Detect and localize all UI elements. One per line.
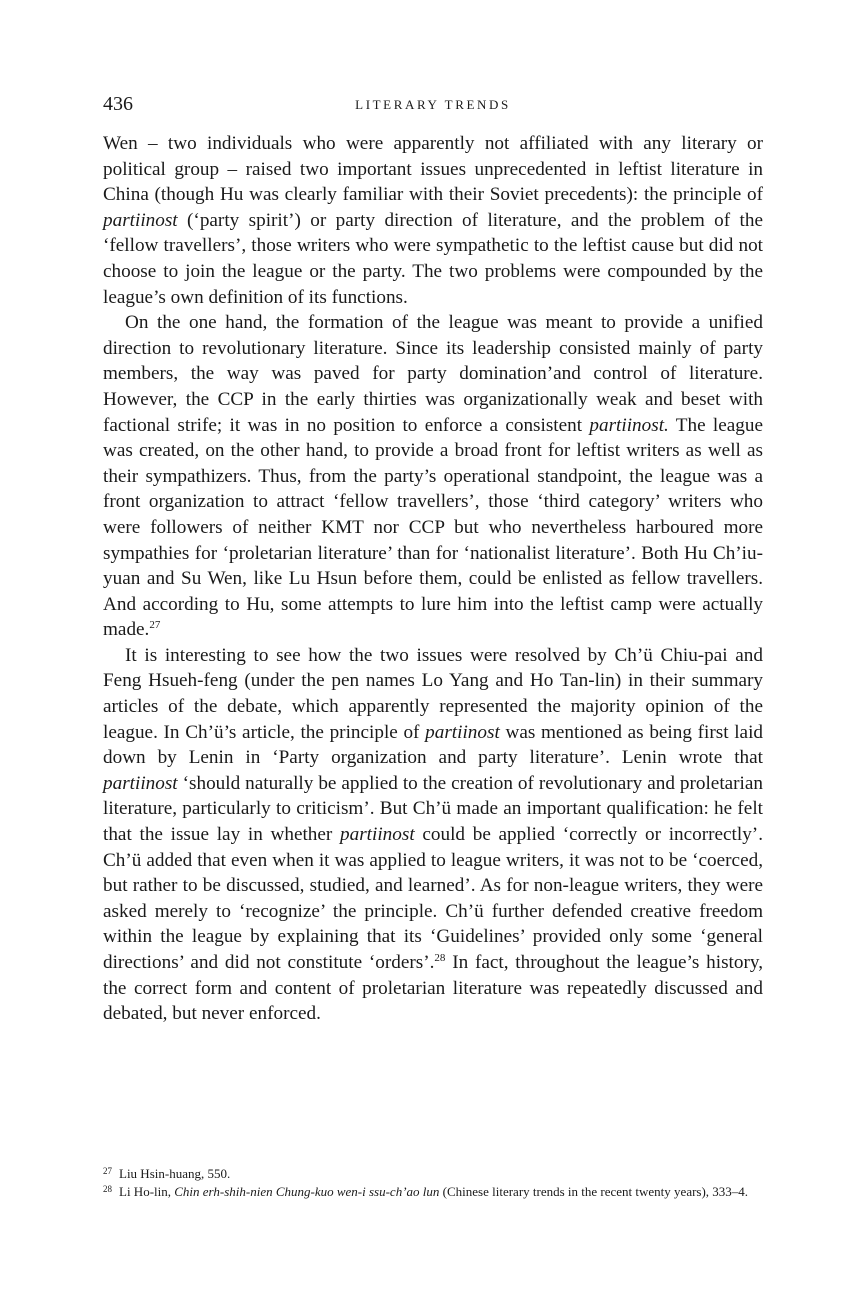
paragraph: On the one hand, the formation of the league was meant to provide a unified direction to revolutionary literature. Since its leadership consisted mainly of party members, the way was paved for party domination’and control of literature. However, the CCP in the early thirties was organizationally weak and beset with factional strife; it was in no position to enforce a consistent partiinost. The league was created, on the other hand, to provide a broad front for leftist writers as well as their sympathizers. Thus, from the party’s operational standpoint, the league was a front organization to attract ‘fellow travellers’, those ‘third category’ writers who were followers of neither KMT nor CCP but who nevertheless harboured more sympathies for ‘proletarian literature’ than for ‘nationalist literature’. Both Hu Ch’iu-yuan and Su Wen, like Lu Hsun before them, could be enlisted as fellow travellers. And according to Hu, some attempts to lure him into the leftist camp were actually made.$^{27}$ <box>103 312 763 641</box>
italic-term: partiinost. <box>589 414 669 436</box>
footnote <box>103 1183 763 1201</box>
italic-title: Chin erh-shih-nien Chung-kuo wen-i ssu-ch’ao lun <box>174 1184 440 1199</box>
italic-term: partiinost <box>425 721 500 743</box>
footnotes <box>103 1165 763 1201</box>
page-number: 436 <box>103 93 133 115</box>
paragraph: It is interesting to see how the two issues were resolved by Ch’ü Chiu-pai and Feng Hsueh-feng (under the pen names Lo Yang and Ho Tan-lin) in their summary articles of the debate, which apparently represented the majority opinion of the league. In Ch’ü’s article, the principle of partiinost was mentioned as being first laid down by Lenin in ‘Party organization and party literature’. Lenin wrote that partiinost ‘should naturally be applied to the creation of revolutionary and proletarian literature, particularly to criticism’. But Ch’ü made an important qualification: he felt that the issue lay in whether partiinost could be applied ‘correctly or incorrectly’. Ch’ü added that even when it was applied to league writers, it was not to be ‘coerced, but rather to be discussed, studied, and learned’. As for non-league writers, they were asked merely to ‘recognize’ the principle. Ch’ü further defended creative freedom within the league by explaining that its ‘Guidelines’ provided only some ‘general directions’ and did not constitute ‘orders’.$^{28}$ In fact, throughout the league’s history, the correct form and content of proletarian literature was repeatedly discussed and debated, but never enforced. <box>103 644 763 1025</box>
running-head <box>103 92 763 116</box>
italic-term: partiinost <box>103 772 178 794</box>
italic-term: partiinost <box>340 824 415 846</box>
italic-term: partiinost <box>103 209 178 231</box>
footnote-reference[interactable]: 28 <box>434 952 446 964</box>
footnote-number: 28 <box>103 1184 112 1194</box>
body-text <box>103 131 763 1027</box>
footnote-reference[interactable]: 27 <box>149 619 161 632</box>
footnote-text: Liu Hsin-huang, 550. <box>119 1166 231 1181</box>
footnote-text: Li Ho-lin, Chin erh-shih-nien Chung-kuo wen-i ssu-ch’ao lun (Chinese literary trends in the recent twenty years), 333–4. <box>119 1184 749 1199</box>
paragraph: Wen – two individuals who were apparently not affiliated with any literary or political group – raised two important issues unprecedented in leftist literature in China (though Hu was clearly familiar with their Soviet precedents): the principle of partiinost (‘party spirit’) or party direction of literature, and the problem of the ‘fellow travellers’, those writers who were sympathetic to the leftist cause but did not choose to join the league or the party. The two problems were compounded by the league’s own definition of its functions. <box>103 133 763 308</box>
footnote <box>103 1165 763 1183</box>
running-title: LITERARY TRENDS <box>355 97 511 112</box>
footnote-number: 27 <box>103 1166 112 1176</box>
